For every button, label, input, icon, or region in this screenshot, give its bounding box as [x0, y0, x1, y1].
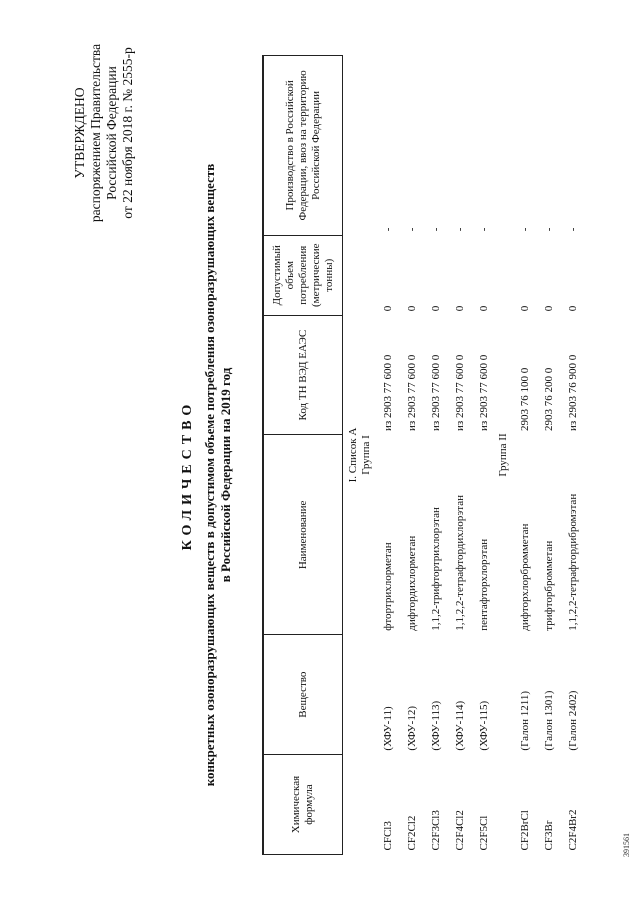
header-code: Код ТН ВЭД ЕАЭС: [263, 315, 343, 435]
cell-volume: 0: [478, 305, 490, 312]
table-row: [425, 56, 449, 855]
section-row: [343, 56, 361, 855]
table-header-row: [263, 56, 343, 855]
subtitle-line: в Российской Федерации на 2019 год: [218, 367, 233, 583]
cell-volume: 0: [454, 305, 466, 312]
cell-production: -: [406, 227, 418, 232]
cell-volume: 0: [543, 305, 555, 312]
cell-production: -: [478, 227, 490, 232]
group-title: Группа II: [497, 433, 509, 477]
cell-volume: 0: [519, 305, 531, 312]
header-substance: Вещество: [263, 635, 343, 755]
cell-formula: CF2BrCl: [519, 810, 531, 851]
cell-substance: (ХФУ-12): [406, 705, 418, 751]
cell-formula: CF3Br: [543, 820, 555, 851]
cell-production: -: [430, 227, 442, 232]
cell-formula: C2F4Cl2: [454, 810, 466, 851]
group-row: [360, 56, 377, 855]
page-number: 391561: [622, 833, 631, 857]
cell-volume: 0: [430, 305, 442, 312]
cell-name: фтортрихлорметан: [382, 542, 394, 631]
cell-production: -: [543, 227, 555, 232]
approval-stamp: [72, 13, 136, 253]
table-row: [401, 56, 425, 855]
cell-name: дифтордихлорметан: [406, 535, 418, 631]
header-name: Наименование: [263, 435, 343, 635]
cell-substance: (Галон 1211): [519, 690, 531, 751]
cell-formula: C2F5Cl: [478, 815, 490, 851]
cell-production: -: [454, 227, 466, 232]
approval-line: от 22 ноября 2018 г. № 2555-р: [120, 47, 135, 219]
table-row: [473, 56, 497, 855]
table-row: [514, 56, 538, 855]
subtitle-line: конкретных озоноразрушающих веществ в допустимом объеме потребления озоноразрушающих веществ: [202, 163, 217, 787]
cell-substance: (ХФУ-114): [454, 700, 466, 751]
cell-name: пентафторхлорэтан: [478, 538, 490, 631]
approval-line: распоряжением Правительства: [88, 43, 103, 223]
cell-production: -: [519, 227, 531, 232]
cell-code: из 2903 77 600 0: [478, 354, 490, 431]
table-body: [343, 56, 587, 855]
cell-formula: C2F4Br2: [567, 809, 579, 851]
table-row: [538, 56, 562, 855]
cell-substance: (Галон 2402): [567, 690, 579, 751]
table-row: [449, 56, 473, 855]
cell-substance: (ХФУ-11): [382, 706, 394, 751]
document-title: КОЛИЧЕСТВО: [180, 399, 195, 551]
cell-volume: 0: [406, 305, 418, 312]
cell-name: дифторхлорбромметан: [519, 523, 531, 631]
header-production: Производство в Российской Федерации, ввоз на территорию Российской Федерации: [263, 56, 343, 236]
group-title: Группа I: [360, 435, 372, 475]
table-row: [377, 56, 401, 855]
cell-production: -: [382, 227, 394, 232]
cell-code: из 2903 77 600 0: [430, 354, 442, 431]
cell-name: 1,1,2,2-тетрафтордибромэтан: [567, 493, 579, 631]
document-subtitle: [202, 155, 234, 795]
cell-code: из 2903 77 600 0: [454, 354, 466, 431]
cell-volume: 0: [567, 305, 579, 312]
cell-formula: CFCl3: [382, 821, 394, 851]
cell-name: 1,1,2-трифтортрихлорэтан: [430, 507, 442, 631]
cell-code: из 2903 76 900 0: [567, 354, 579, 431]
group-row: [497, 56, 514, 855]
approval-line: Российской Федерации: [104, 66, 119, 200]
cell-name: трифторбромметан: [543, 540, 555, 631]
approval-line: УТВЕРЖДЕНО: [72, 87, 87, 179]
cell-code: 2903 76 200 0: [543, 367, 555, 431]
cell-production: -: [567, 227, 579, 232]
cell-substance: (Галон 1301): [543, 690, 555, 751]
cell-name: 1,1,2,2-тетрафтордихлорэтан: [454, 495, 466, 631]
table-row: [562, 56, 586, 855]
cell-formula: CF2Cl2: [406, 815, 418, 851]
cell-substance: (ХФУ-113): [430, 700, 442, 751]
header-formula: Химическая формула: [263, 755, 343, 855]
cell-code: из 2903 77 600 0: [382, 354, 394, 431]
cell-formula: C2F3Cl3: [430, 810, 442, 851]
cell-volume: 0: [382, 305, 394, 312]
cell-code: 2903 76 100 0: [519, 367, 531, 431]
cell-code: из 2903 77 600 0: [406, 354, 418, 431]
header-volume: Допустимый объем потребления (метрические тонны): [263, 235, 343, 315]
cell-substance: (ХФУ-115): [478, 700, 490, 751]
substances-table: [262, 55, 586, 855]
section-title: I. Список А: [347, 427, 359, 483]
